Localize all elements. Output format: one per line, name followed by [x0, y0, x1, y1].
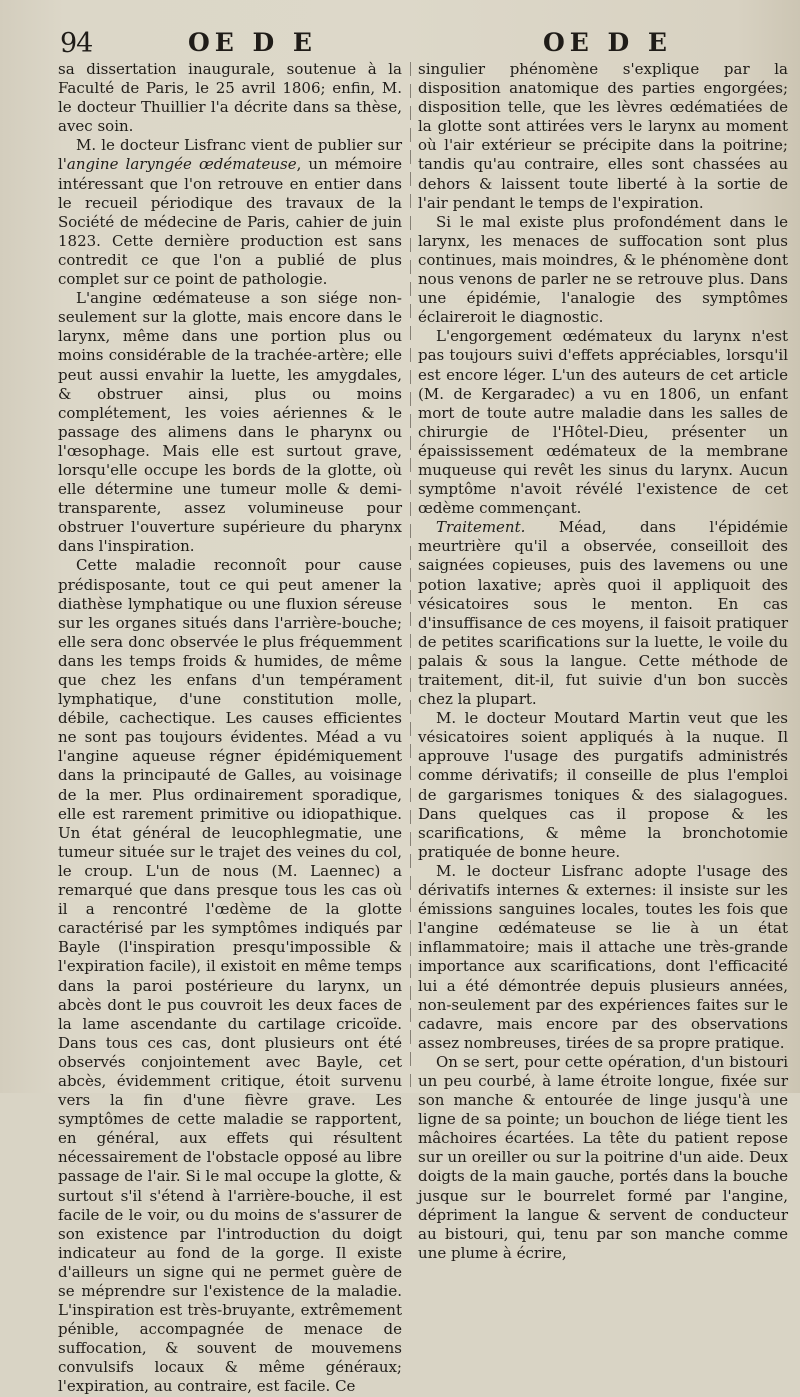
left-paragraph-1: sa dissertation inaugurale, soutenue à la Faculté de Paris, le 25 avril 1806; enfin, M. le docteur Thuillier l'a décrite dans sa thèse, avec soin.: [58, 60, 402, 136]
right-paragraph-5: M. le docteur Moutard Martin veut que les vésicatoires soient appliqués à la nuque. Il approuve l'usage des purgatifs administrés comme dérivatifs; il conseille de plus l'emploi de gargarismes toniques & des sialagogues. Dans quelques cas il propose & les scarifications, & même la bronchotomie pratiquée de bonne heure.: [418, 709, 788, 861]
page-header: [0, 22, 800, 62]
running-head-left: OE D E: [188, 28, 317, 57]
left-paragraph-2-text-a: M. le docteur Lisfranc vient de publier sur l': [58, 136, 402, 174]
right-paragraph-4-heading: Traitement.: [436, 518, 526, 537]
right-column: [418, 60, 788, 1262]
left-paragraph-2-italic: angine laryngée œdémateuse: [66, 155, 297, 174]
running-head-right: OE D E: [543, 28, 672, 57]
left-paragraph-2: [58, 136, 402, 289]
left-paragraph-2-text-b: , un mémoire intéressant que l'on retrouve en entier dans le recueil périodique des travaux de la Société de médecine de Paris, cahier de juin 1823. Cette dernière production est sans contredit ce que l'on a publié de plus complet sur ce point de pathologie.: [58, 155, 402, 289]
left-paragraph-4: Cette maladie reconnoît pour cause prédisposante, tout ce qui peut amener la diathèse lymphatique ou une fluxion séreuse sur les organes situés dans l'arrière-bouche; elle sera donc observée le plus fréquemment dans les temps froids & humides, de même que chez les enfans d'un tempérament lymphatique, d'une constitution molle, débile, cachectique. Les causes efficientes ne sont pas toujours évidentes. Méad a vu l'angine aqueuse régner épidémiquement dans la principauté de Galles, au voisinage de la mer. Plus ordinairement sporadique, elle est rarement primitive ou idiopathique. Un état général de leucophlegmatie, une tumeur située sur le trajet des veines du col, le croup. L'un de nous (M. Laennec) a remarqué que dans presque tous les cas où il a rencontré l'œdème de la glotte caractérisé par les symptômes indiqués par Bayle (l'inspiration presqu'impossible & l'expiration facile), il existoit en même temps dans la paroi postérieure du larynx, un abcès dont le pus couvroit les deux faces de la lame ascendante du cartilage cricoïde. Dans tous ces cas, dont plusieurs ont été observés conjointement avec Bayle, cet abcès, évidemment critique, étoit survenu vers la fin d'une fièvre grave. Les symptômes de cette maladie se rapportent, en général, aux effets qui résultent nécessairement de l'obstacle opposé au libre passage de l'air. Si le mal occupe la glotte, & surtout s'il s'étend à l'arrière-bouche, il est facile de le voir, ou du moins de s'assurer de son existence par l'introduction du doigt indicateur au fond de la gorge. Il existe d'ailleurs un signe qui ne permet guère de se méprendre sur l'existence de la maladie. L'inspiration est très-bruyante, extrêmement pénible, accompagnée de menace de suffocation, & souvent de mouvemens convulsifs locaux & même généraux; l'expiration, au contraire, est facile. Ce: [58, 556, 402, 1396]
right-paragraph-2: Si le mal existe plus profondément dans le larynx, les menaces de suffocation sont plus continues, mais moindres, & le phénomène dont nous venons de parler ne se retrouve plus. Dans une épidémie, l'analogie des symptômes éclaireroit le diagnostic.: [418, 212, 788, 327]
left-paragraph-3: L'angine œdémateuse a son siége non-seulement sur la glotte, mais encore dans le larynx, même dans une portion plus ou moins considérable de la trachée-artère; elle peut aussi envahir la luette, les amygdales, & obstruer ainsi, plus ou moins complétement, les voies aériennes & le passage des alimens dans le pharynx ou l'œsophage. Mais elle est surtout grave, lorsqu'elle occupe les bords de la glotte, où elle détermine une tumeur molle & demi-transparente, assez volumineuse pour obstruer l'ouverture supérieure du pharynx dans l'inspiration.: [58, 289, 402, 556]
right-paragraph-4: [418, 518, 788, 709]
right-paragraph-1: singulier phénomène s'explique par la disposition anatomique des parties engorgées; disposition telle, que les lèvres œdématiées de la glotte sont attirées vers le larynx au moment où l'air extérieur se précipite dans la poitrine; tandis qu'au contraire, elles sont chassées au dehors & laissent toute liberté à la sortie de l'air pendant le temps de l'expiration.: [418, 60, 788, 212]
right-paragraph-3: L'engorgement œdémateux du larynx n'est pas toujours suivi d'effets appréciables, lorsqu'il est encore léger. L'un des auteurs de cet article (M. de Kergaradec) a vu en 1806, un enfant mort de toute autre maladie dans les salles de chirurgie de l'Hôtel-Dieu, présenter un épaississement œdémateux de la membrane muqueuse qui revêt les sinus du larynx. Aucun symptôme n'avoit révélé l'existence de cet œdème commençant.: [418, 327, 788, 518]
page-number: 94: [60, 28, 93, 59]
left-column: [58, 60, 402, 1396]
right-paragraph-7: On se sert, pour cette opération, d'un bistouri un peu courbé, à lame étroite longue, fixée sur son manche & entourée de linge jusqu'à une ligne de sa pointe; un bouchon de liége tient les mâchoires écartées. La tête du patient repose sur un oreiller ou sur la poitrine d'un aide. Deux doigts de la main gauche, portés dans la bouche jusque sur le bourrelet formé par l'angine, dépriment la langue & servent de conducteur au bistouri, qui, tenu par son manche comme une plume à écrire,: [418, 1052, 788, 1262]
right-paragraph-6: M. le docteur Lisfranc adopte l'usage des dérivatifs internes & externes: il insiste sur les émissions sanguines locales, toutes les fois que l'angine œdémateuse se lie à un état inflammatoire; mais il attache une très-grande importance aux scarifications, dont l'efficacité lui a été démontrée depuis plusieurs années, non-seulement par des expériences faites sur le cadavre, mais encore par des observations assez nombreuses, tirées de sa propre pratique.: [418, 861, 788, 1052]
column-divider: [410, 62, 411, 1087]
right-paragraph-4-text: Méad, dans l'épidémie meurtrière qu'il a observée, conseilloit des saignées copieuses, puis des lavemens ou une potion laxative; après quoi il appliquoit des vésicatoires sous le menton. En cas d'insuffisance de ces moyens, il faisoit pratiquer de petites scarifications sur la luette, le voile du palais & sous la langue. Cette méthode de traitement, dit-il, fut suivie d'un bon succès chez la plupart.: [418, 518, 788, 709]
